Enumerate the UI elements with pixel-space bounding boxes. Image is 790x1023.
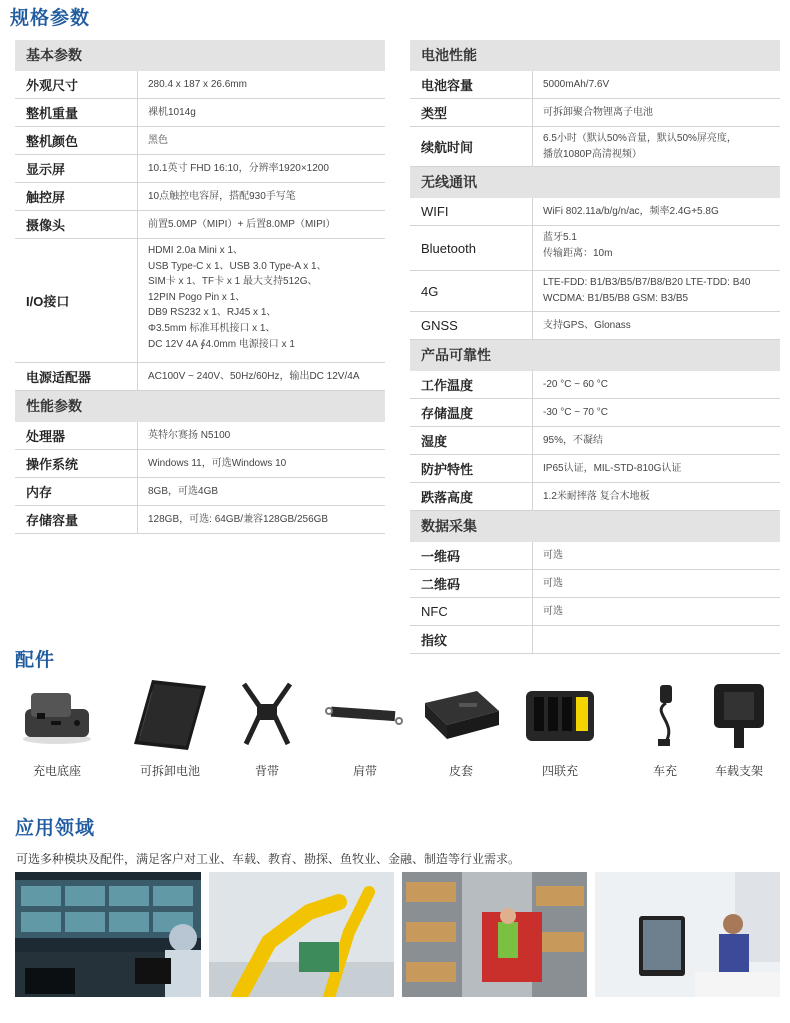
spec-row	[410, 127, 780, 167]
spec-row	[410, 542, 780, 570]
spec-value: 280.4 x 187 x 26.6mm	[148, 78, 247, 90]
quad-charger-icon	[515, 680, 605, 750]
spec-key: 类型	[410, 99, 533, 126]
spec-value: 10点触控电容屏，搭配930手写笔	[148, 190, 296, 202]
spec-row	[410, 99, 780, 127]
spec-value: 可选	[543, 605, 563, 617]
spec-value: 可选	[543, 549, 563, 561]
accessory-label: 四联充	[541, 764, 578, 778]
spec-row	[15, 127, 385, 155]
shoulder-strap-icon	[320, 680, 410, 750]
spec-value: 可拆卸聚合物锂离子电池	[543, 106, 653, 118]
accessory-quad-charger	[515, 680, 605, 779]
accessory-charging-dock	[12, 680, 102, 779]
accessories-heading: 配件	[15, 650, 56, 671]
spec-row	[410, 399, 780, 427]
charging-dock-icon	[12, 680, 102, 750]
spec-value: 蓝牙5.1 传输距离：10m	[543, 232, 613, 259]
spec-key: 电池容量	[410, 71, 533, 98]
spec-row	[410, 371, 780, 399]
spec-value: 8GB，可选4GB	[148, 485, 219, 497]
spec-key: 操作系统	[15, 450, 138, 477]
spec-key: 处理器	[15, 422, 138, 449]
spec-value: AC100V ~ 240V、50Hz/60Hz，输出DC 12V/4A	[148, 370, 360, 382]
spec-row	[15, 155, 385, 183]
section-reliability-title: 产品可靠性	[410, 340, 780, 371]
spec-key: 触控屏	[15, 183, 138, 210]
spec-key: 内存	[15, 478, 138, 505]
spec-row	[410, 570, 780, 598]
spec-value: Windows 11，可选Windows 10	[148, 457, 287, 469]
spec-value: HDMI 2.0a Mini x 1、 USB Type-C x 1、USB 3.0 Type-A x 1、 SIM卡 x 1、TF卡 x 1 最大支持512G、 12PIN Pogo Pin x 1、 DB9 RS232 x 1、RJ45 x 1、 Φ3.5mm 标准耳机接口 x 1、 DC 12V 4A ∮4.0mm 电源接口 x 1	[148, 245, 327, 350]
accessory-battery	[125, 680, 215, 779]
spec-row	[410, 226, 780, 271]
spec-value	[533, 626, 780, 653]
spec-value: WiFi 802.11a/b/g/n/ac，频率2.4G+5.8G	[543, 205, 719, 217]
spec-key: 4G	[410, 271, 533, 311]
spec-row	[410, 626, 780, 654]
leather-case-icon	[416, 680, 506, 750]
section-perf-title: 性能参数	[15, 391, 385, 422]
spec-key: 防护特性	[410, 455, 533, 482]
spec-value: 5000mAh/7.6V	[543, 78, 610, 90]
vehicle-mount-icon	[694, 680, 784, 750]
battery-icon	[125, 680, 215, 750]
accessory-shoulder-strap	[320, 680, 410, 779]
spec-row	[410, 598, 780, 626]
spec-value: 95%，不凝结	[543, 434, 604, 446]
photo-warehouse	[402, 872, 587, 997]
spec-row	[15, 239, 385, 363]
section-basic-title: 基本参数	[15, 40, 385, 71]
spec-key: 湿度	[410, 427, 533, 454]
spec-value: LTE-FDD: B1/B3/B5/B7/B8/B20 LTE-TDD: B40 WCDMA: B1/B5/B8 GSM: B3/B5	[543, 277, 751, 304]
spec-value: 1.2米耐摔落 复合木地板	[543, 490, 650, 502]
spec-row	[15, 211, 385, 239]
spec-key: 整机重量	[15, 99, 138, 126]
accessory-label: 背带	[254, 764, 279, 778]
spec-row	[15, 506, 385, 534]
accessory-leather-case	[416, 680, 506, 779]
accessory-vehicle-mount	[694, 680, 784, 779]
photo-robot-arm	[209, 872, 394, 997]
spec-row	[15, 71, 385, 99]
spec-key: 一维码	[410, 542, 533, 569]
photo-medical	[595, 872, 780, 997]
spec-row	[15, 363, 385, 391]
spec-value: -20 °C ~ 60 °C	[543, 378, 608, 390]
spec-value: 黑色	[148, 134, 168, 146]
spec-value: 128GB，可选: 64GB/兼容128GB/256GB	[148, 513, 329, 525]
applications-description: 可选多种模块及配件，满足客户对工业、车载、教育、勘探、鱼牧业、金融、制造等行业需求。	[16, 852, 521, 866]
spec-key: 二维码	[410, 570, 533, 597]
accessory-label: 可拆卸电池	[139, 764, 200, 778]
spec-key: NFC	[410, 598, 533, 625]
spec-row	[410, 271, 780, 312]
spec-row	[410, 483, 780, 511]
spec-key: 指纹	[410, 626, 533, 653]
section-battery-title: 电池性能	[410, 40, 780, 71]
spec-key: 工作温度	[410, 371, 533, 398]
spec-value: 可选	[543, 577, 563, 589]
spec-value: IP65认证，MIL-STD-810G认证	[543, 462, 682, 474]
accessory-label: 充电底座	[32, 764, 81, 778]
spec-value: 英特尔赛扬 N5100	[148, 429, 231, 441]
spec-key: 存储容量	[15, 506, 138, 533]
spec-value: 裸机1014g	[148, 106, 196, 118]
spec-row	[410, 198, 780, 226]
accessory-label: 皮套	[448, 764, 473, 778]
applications-heading: 应用领域	[15, 818, 96, 839]
spec-value: -30 °C ~ 70 °C	[543, 406, 608, 418]
harness-strap-icon	[222, 680, 312, 750]
spec-key: 显示屏	[15, 155, 138, 182]
spec-key: GNSS	[410, 312, 533, 339]
left-spec-column	[15, 40, 385, 534]
spec-row	[15, 450, 385, 478]
spec-key: 续航时间	[410, 127, 533, 166]
section-wireless-title: 无线通讯	[410, 167, 780, 198]
spec-row	[410, 71, 780, 99]
section-data-title: 数据采集	[410, 511, 780, 542]
spec-row	[15, 422, 385, 450]
accessory-label: 车载支架	[714, 764, 763, 778]
specs-heading: 规格参数	[10, 8, 91, 29]
spec-value: 前置5.0MP（MIPI）+ 后置8.0MP（MIPI）	[148, 218, 336, 230]
accessory-label: 车充	[652, 764, 677, 778]
spec-key: I/O接口	[15, 239, 138, 362]
spec-key: 摄像头	[15, 211, 138, 238]
accessory-label: 肩带	[352, 764, 377, 778]
spec-key: 跌落高度	[410, 483, 533, 510]
spec-row	[410, 312, 780, 340]
spec-row	[15, 183, 385, 211]
spec-key: 电源适配器	[15, 363, 138, 390]
spec-key: 存储温度	[410, 399, 533, 426]
spec-key: WIFI	[410, 198, 533, 225]
spec-row	[410, 455, 780, 483]
spec-row	[410, 427, 780, 455]
spec-value: 10.1英寸 FHD 16:10，分辨率1920×1200	[148, 162, 329, 174]
spec-value: 支持GPS、Glonass	[543, 319, 631, 331]
spec-key: Bluetooth	[410, 226, 533, 270]
spec-row	[15, 99, 385, 127]
photo-control-room	[15, 872, 201, 997]
accessory-harness	[222, 680, 312, 779]
right-spec-column	[410, 40, 780, 654]
spec-key: 外观尺寸	[15, 71, 138, 98]
spec-key: 整机颜色	[15, 127, 138, 154]
spec-row	[15, 478, 385, 506]
spec-value: 6.5小时（默认50%音量，默认50%屏亮度， 播放1080P高清视频）	[543, 133, 737, 160]
